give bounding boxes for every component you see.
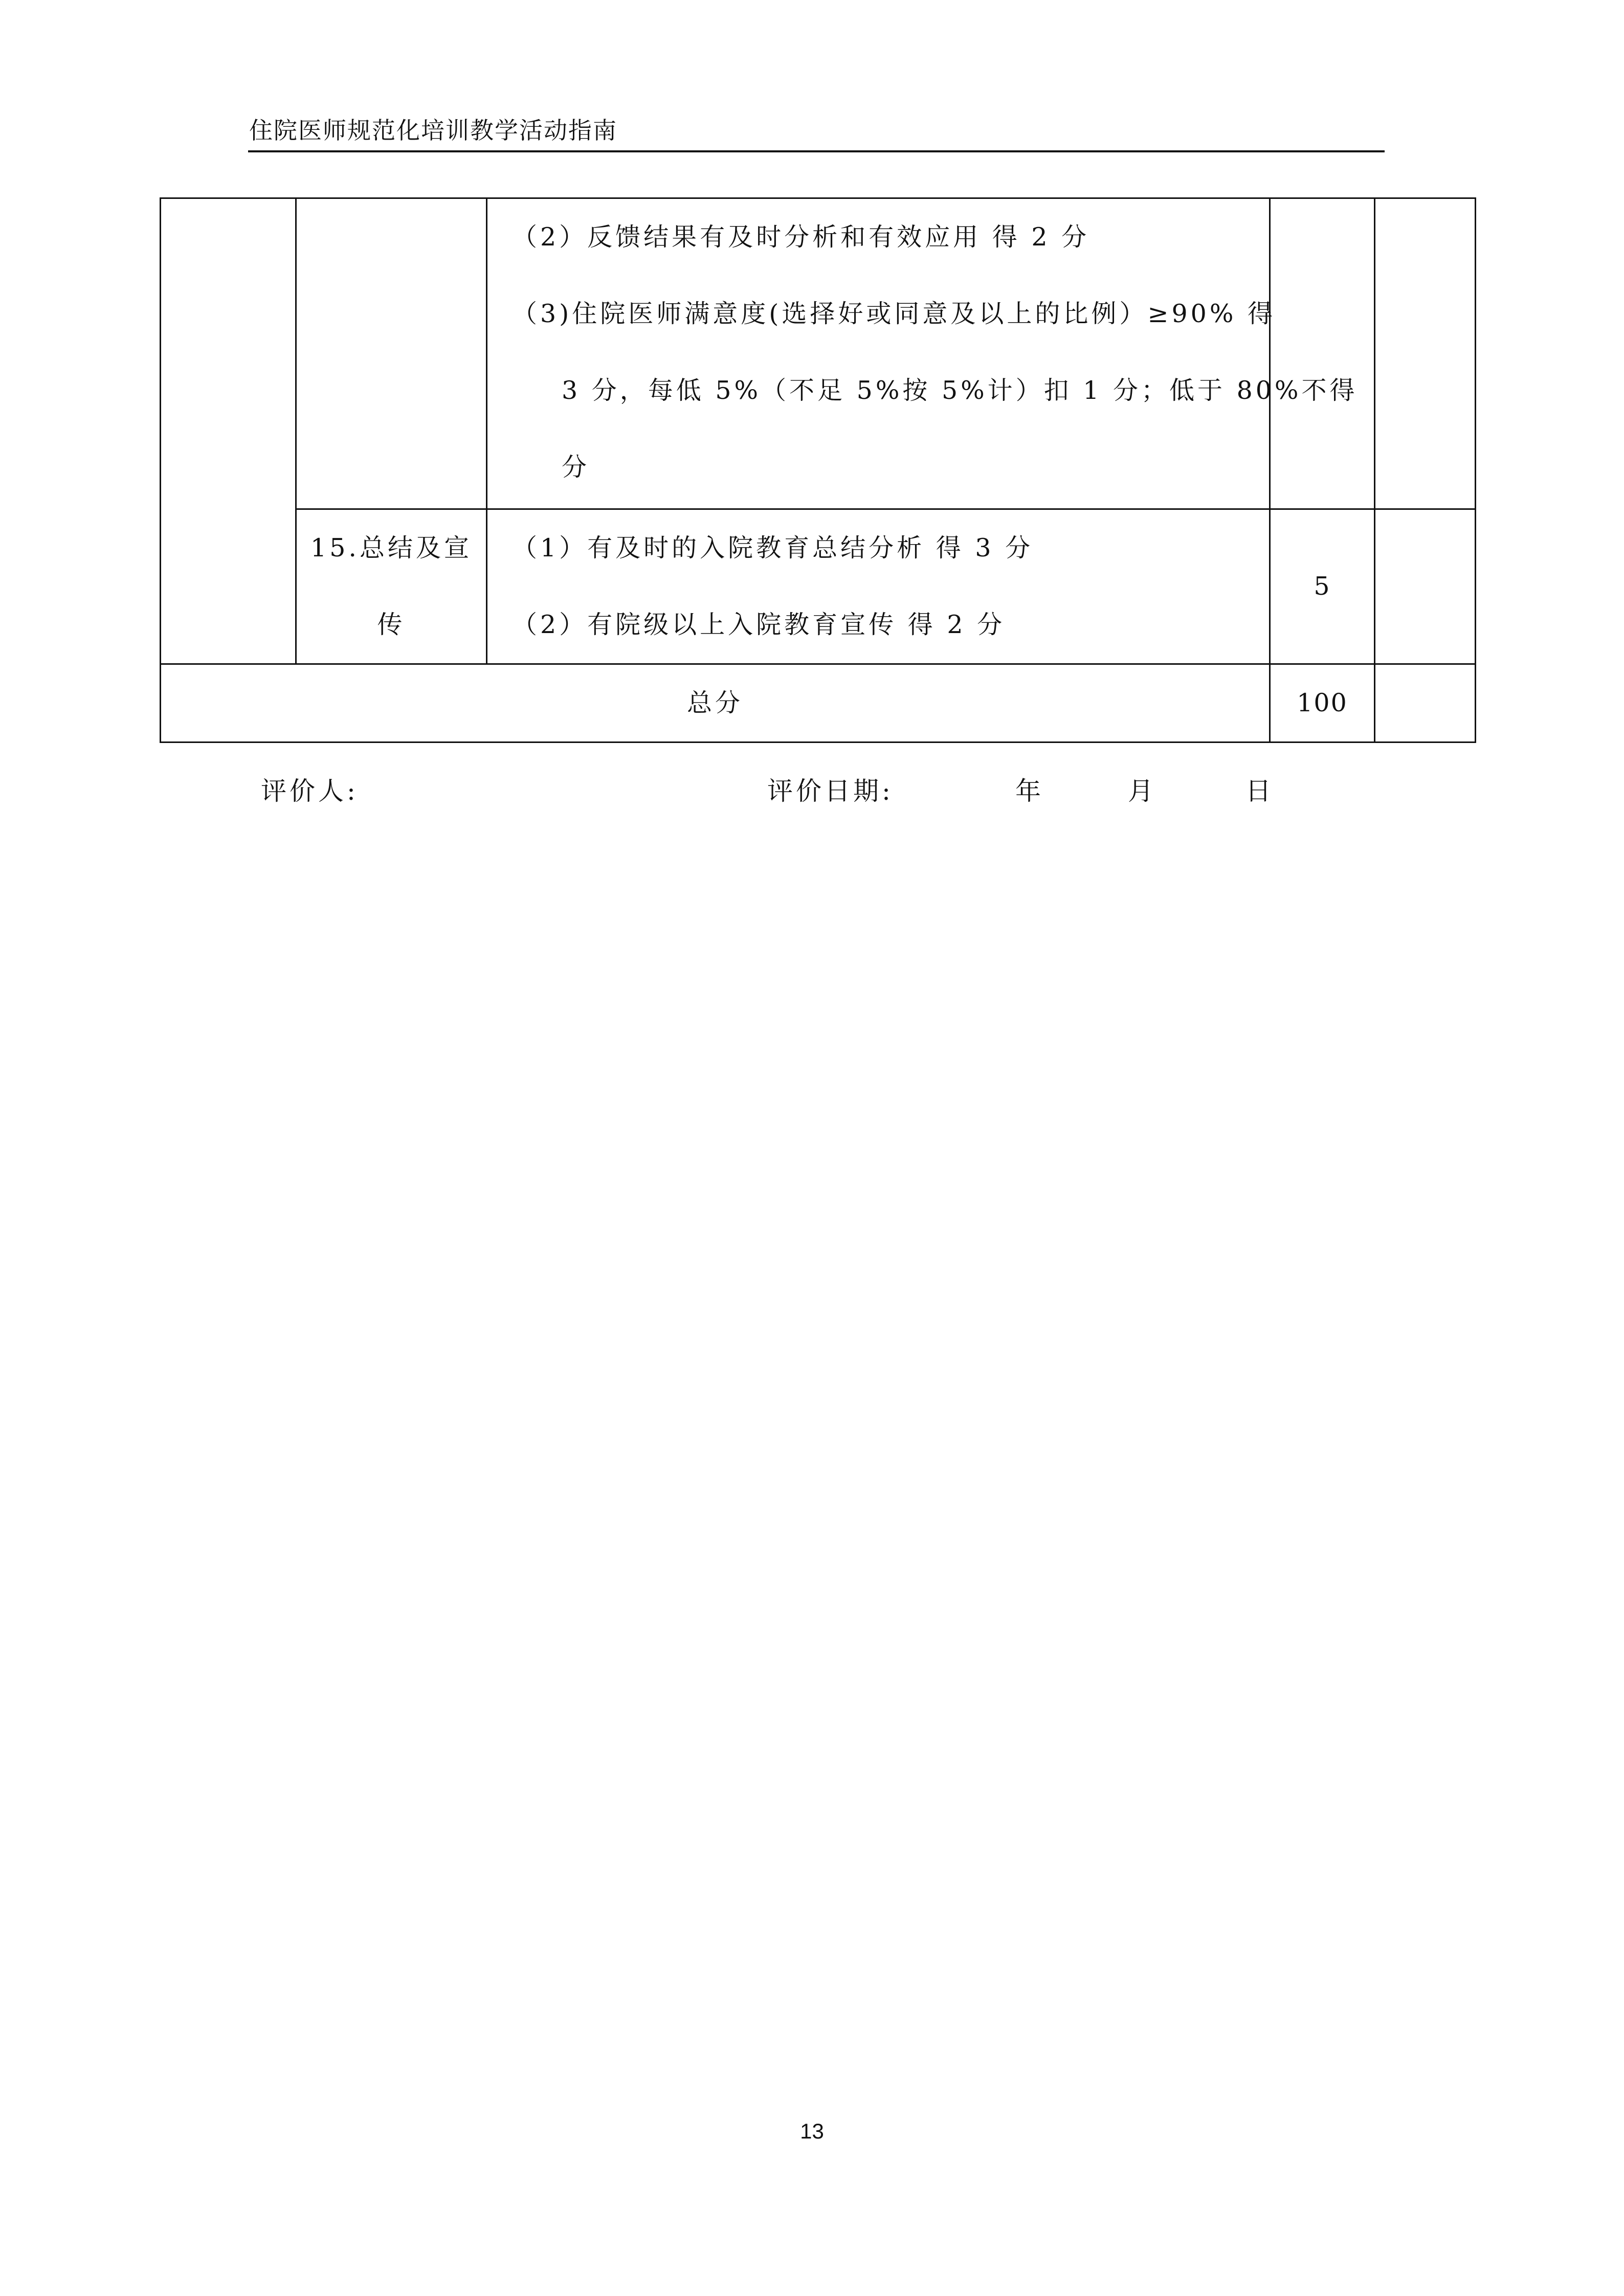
header-rule bbox=[248, 150, 1385, 152]
category-label: 15.总结及宣 bbox=[310, 533, 472, 562]
total-label: 总分 bbox=[161, 664, 1270, 742]
category-cell-empty bbox=[296, 198, 487, 509]
criteria-item-continued: 3 分，每低 5%（不足 5%按 5%计）扣 1 分；低于 80%不得 bbox=[562, 376, 1358, 405]
evaluator-label: 评价人: bbox=[261, 776, 359, 806]
criteria-item: （1）有及时的入院教育总结分析 得 3 分 bbox=[512, 533, 1034, 562]
evaluation-table bbox=[160, 197, 1476, 743]
criteria-cell-feedback bbox=[487, 198, 1358, 509]
total-score: 100 bbox=[1270, 664, 1375, 742]
running-header-title: 住院医师规范化培训教学活动指南 bbox=[249, 117, 617, 144]
category-cell-summary bbox=[296, 509, 487, 664]
score-cell: 5 bbox=[1270, 509, 1375, 664]
month-label: 月 bbox=[1128, 776, 1156, 806]
criteria-item: （2）反馈结果有及时分析和有效应用 得 2 分 bbox=[512, 222, 1090, 252]
year-label: 年 bbox=[1015, 776, 1044, 806]
page-number: 13 bbox=[800, 2119, 824, 2143]
criteria-item: （2）有院级以上入院教育宣传 得 2 分 bbox=[512, 610, 1006, 639]
criteria-cell-summary bbox=[487, 509, 1270, 664]
category-label-continued: 传 bbox=[377, 610, 406, 639]
criteria-item-continued: 分 bbox=[562, 453, 590, 482]
section-cell-empty bbox=[161, 198, 296, 664]
actual-score-cell bbox=[1375, 198, 1476, 509]
table-row-summary bbox=[161, 509, 1476, 664]
day-label: 日 bbox=[1245, 776, 1274, 806]
actual-score-cell bbox=[1375, 509, 1476, 664]
actual-total-cell bbox=[1375, 664, 1476, 742]
table-row-feedback bbox=[161, 198, 1476, 509]
table-row-total bbox=[161, 664, 1476, 742]
evaluation-date-label: 评价日期: bbox=[767, 776, 894, 806]
criteria-item: （3)住院医师满意度(选择好或同意及以上的比例）≥90% 得 bbox=[512, 299, 1276, 328]
